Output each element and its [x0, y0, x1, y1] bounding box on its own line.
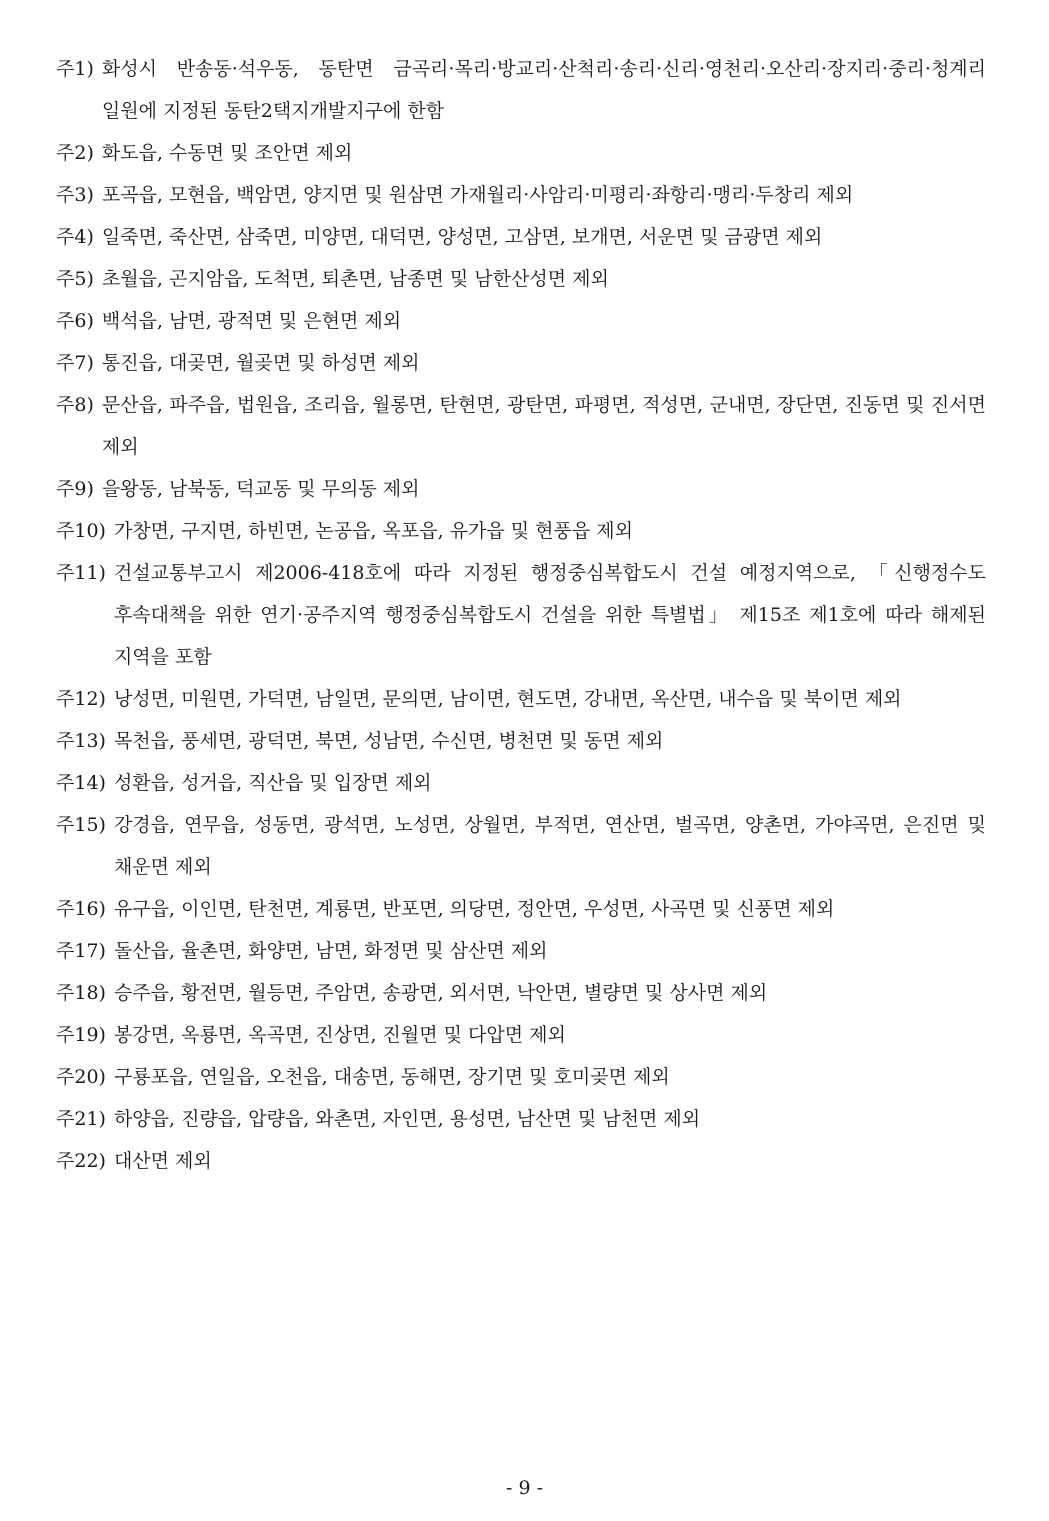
- footnote-item: [56, 804, 986, 888]
- footnote-text: 포곡읍, 모현읍, 백암면, 양지면 및 원삼면 가재월리·사암리·미평리·좌항리·맹리·두창리 제외: [101, 184, 854, 206]
- footnote-text: 목천읍, 풍세면, 광덕면, 북면, 성남면, 수신면, 병천면 및 동면 제외: [113, 730, 664, 752]
- footnote-text: 승주읍, 황전면, 월등면, 주암면, 송광면, 외서면, 낙안면, 별량면 및 상사면 제외: [113, 982, 768, 1004]
- footnote-item: [56, 930, 986, 972]
- footnote-text: 화성시 반송동·석우동, 동탄면 금곡리·목리·방교리·산척리·송리·신리·영천리·오산리·장지리·중리·청계리 일원에 지정된 동탄2택지개발지구에 한함: [101, 58, 986, 122]
- footnote-label: 주3): [56, 184, 94, 206]
- footnote-label: 주6): [56, 310, 94, 332]
- footnote-label: 주22): [56, 1150, 106, 1172]
- footnote-label: 주7): [56, 352, 94, 374]
- footnote-item: [56, 1014, 986, 1056]
- footnote-text: 건설교통부고시 제2006-418호에 따라 지정된 행정중심복합도시 건설 예정지역으로, 「신행정수도 후속대책을 위한 연기·공주지역 행정중심복합도시 건설을 위한 특별법」 제15조 제1호에 따라 해제된 지역을 포함: [113, 562, 986, 668]
- footnote-item: [56, 300, 986, 342]
- page-number: - 9 -: [505, 1477, 543, 1499]
- footnote-label: 주4): [56, 226, 94, 248]
- footnote-list: [56, 48, 986, 1182]
- footnote-text: 통진읍, 대곶면, 월곶면 및 하성면 제외: [101, 352, 420, 374]
- footnote-text: 구룡포읍, 연일읍, 오천읍, 대송면, 동해면, 장기면 및 호미곶면 제외: [113, 1066, 670, 1088]
- footnote-item: [56, 1140, 986, 1182]
- footnote-item: [56, 174, 986, 216]
- footnote-text: 문산읍, 파주읍, 법원읍, 조리읍, 월롱면, 탄현면, 광탄면, 파평면, 적성면, 군내면, 장단면, 진동면 및 진서면 제외: [101, 394, 986, 458]
- footnote-text: 을왕동, 남북동, 덕교동 및 무의동 제외: [101, 478, 420, 500]
- footnote-item: [56, 762, 986, 804]
- footnote-text: 하양읍, 진량읍, 압량읍, 와촌면, 자인면, 용성면, 남산면 및 남천면 제외: [113, 1108, 701, 1130]
- footnote-text: 일죽면, 죽산면, 삼죽면, 미양면, 대덕면, 양성면, 고삼면, 보개면, 서운면 및 금광면 제외: [101, 226, 823, 248]
- footnote-item: [56, 132, 986, 174]
- footnote-text: 낭성면, 미원면, 가덕면, 남일면, 문의면, 남이면, 현도면, 강내면, 옥산면, 내수읍 및 북이면 제외: [113, 688, 902, 710]
- footnote-item: [56, 384, 986, 468]
- footnote-text: 초월읍, 곤지암읍, 도척면, 퇴촌면, 남종면 및 남한산성면 제외: [101, 268, 609, 290]
- footnote-text: 강경읍, 연무읍, 성동면, 광석면, 노성면, 상월면, 부적면, 연산면, 벌곡면, 양촌면, 가야곡면, 은진면 및 채운면 제외: [113, 814, 986, 878]
- footnote-item: [56, 48, 986, 132]
- footnote-item: [56, 258, 986, 300]
- footnote-label: 주16): [56, 898, 106, 920]
- footnote-label: 주18): [56, 982, 106, 1004]
- footnote-item: [56, 216, 986, 258]
- footnote-item: [56, 468, 986, 510]
- footnote-label: 주21): [56, 1108, 106, 1130]
- footnote-text: 성환읍, 성거읍, 직산읍 및 입장면 제외: [113, 772, 432, 794]
- footnote-label: 주10): [56, 520, 106, 542]
- footnote-item: [56, 342, 986, 384]
- footnote-label: 주9): [56, 478, 94, 500]
- footnote-item: [56, 1056, 986, 1098]
- footnote-item: [56, 888, 986, 930]
- footnote-label: 주19): [56, 1024, 106, 1046]
- footnote-label: 주5): [56, 268, 94, 290]
- footnote-text: 화도읍, 수동면 및 조안면 제외: [101, 142, 353, 164]
- footnote-label: 주15): [56, 814, 106, 836]
- footnote-text: 돌산읍, 율촌면, 화양면, 남면, 화정면 및 삼산면 제외: [113, 940, 548, 962]
- footnote-label: 주2): [56, 142, 94, 164]
- footnote-item: [56, 510, 986, 552]
- footnote-item: [56, 720, 986, 762]
- footnote-label: 주8): [56, 394, 94, 416]
- footnote-label: 주12): [56, 688, 106, 710]
- footnote-text: 봉강면, 옥룡면, 옥곡면, 진상면, 진월면 및 다압면 제외: [113, 1024, 566, 1046]
- footnote-label: 주11): [56, 562, 106, 584]
- footnote-label: 주17): [56, 940, 106, 962]
- footnote-item: [56, 552, 986, 678]
- footnote-label: 주13): [56, 730, 106, 752]
- footnote-item: [56, 972, 986, 1014]
- footnote-label: 주1): [56, 58, 94, 80]
- footnote-label: 주14): [56, 772, 106, 794]
- footnote-text: 가창면, 구지면, 하빈면, 논공읍, 옥포읍, 유가읍 및 현풍읍 제외: [113, 520, 633, 542]
- footnote-item: [56, 678, 986, 720]
- footnote-text: 대산면 제외: [113, 1150, 212, 1172]
- footnote-text: 유구읍, 이인면, 탄천면, 계룡면, 반포면, 의당면, 정안면, 우성면, 사곡면 및 신풍면 제외: [113, 898, 835, 920]
- footnote-item: [56, 1098, 986, 1140]
- footnote-text: 백석읍, 남면, 광적면 및 은현면 제외: [101, 310, 402, 332]
- footnote-label: 주20): [56, 1066, 106, 1088]
